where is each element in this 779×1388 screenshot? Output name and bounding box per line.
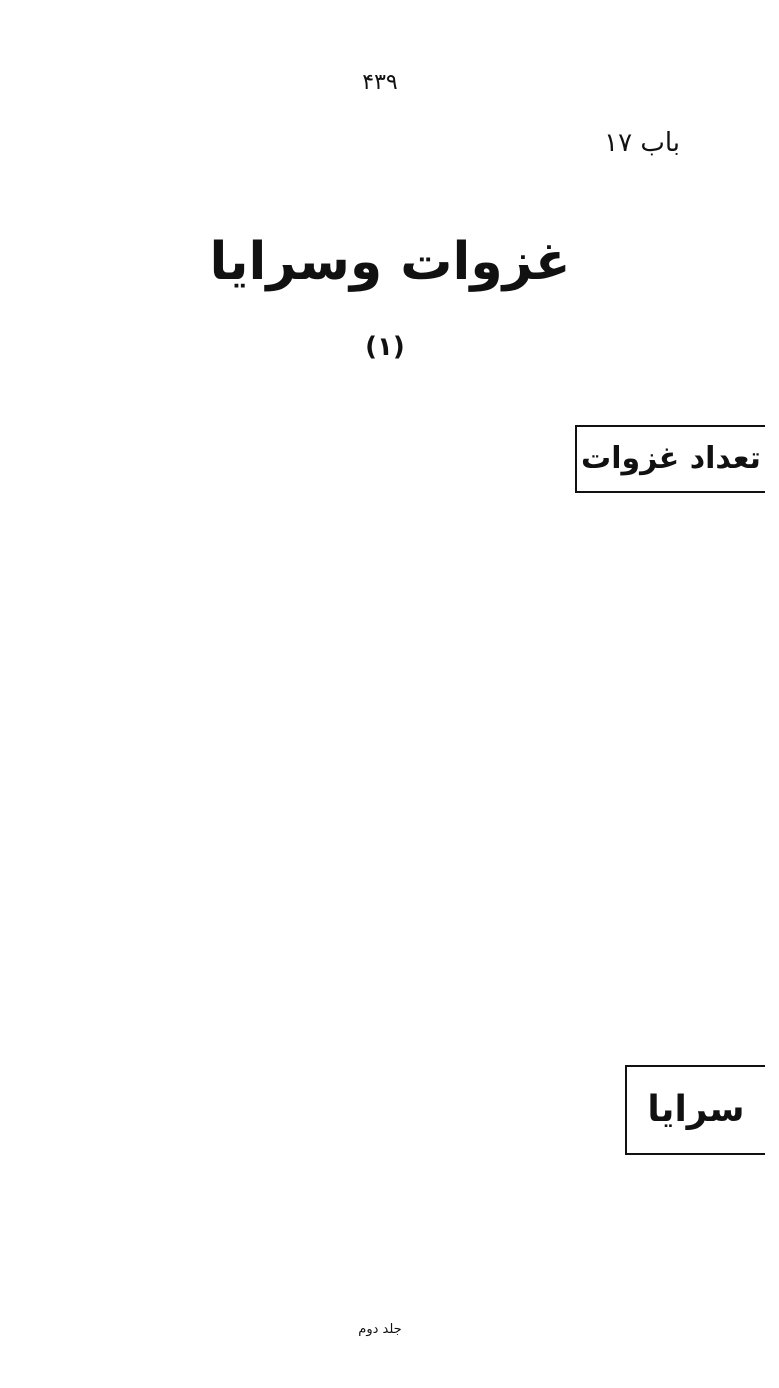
page-number: ۴۳۹	[362, 70, 398, 95]
section-number: (۱)	[365, 332, 405, 362]
heading-box-ghazwat	[575, 425, 765, 493]
page-title: غزوات وسرایا	[209, 232, 571, 292]
section-heading: تعداد غزوات	[581, 441, 761, 476]
section-heading: سرایا	[647, 1089, 745, 1130]
chapter-label: باب ۱۷	[604, 128, 680, 158]
heading-box-saraya	[625, 1065, 765, 1155]
volume-footer: جلد دوم	[358, 1322, 402, 1337]
